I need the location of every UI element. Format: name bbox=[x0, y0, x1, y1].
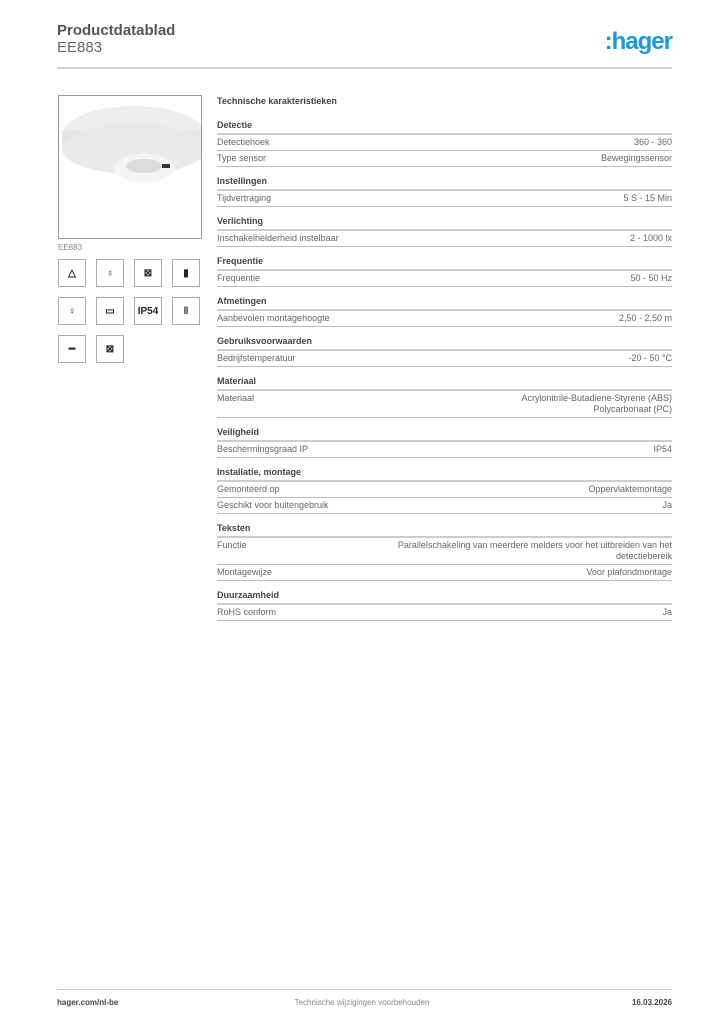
spec-section bbox=[217, 590, 672, 621]
spec-value: 2,50 - 2,50 m bbox=[618, 313, 672, 323]
spec-value: 360 - 360 bbox=[633, 137, 672, 147]
spec-row bbox=[217, 135, 672, 151]
spec-section bbox=[217, 216, 672, 247]
spec-label: RoHS conform bbox=[217, 607, 277, 617]
section-heading: Teksten bbox=[217, 523, 672, 538]
spec-row bbox=[217, 482, 672, 498]
spec-label: Materiaal bbox=[217, 393, 255, 403]
section-heading: Installatie, montage bbox=[217, 467, 672, 482]
application-icons bbox=[58, 259, 200, 363]
spec-value: 2 - 1000 lx bbox=[629, 233, 672, 243]
spec-label: Functie bbox=[217, 540, 247, 550]
halogen-bulb-icon: ♁ bbox=[96, 259, 124, 287]
incandescent-bulb-icon: ♀ bbox=[58, 297, 86, 325]
spec-section bbox=[217, 256, 672, 287]
header-divider bbox=[57, 67, 672, 69]
spec-row bbox=[217, 351, 672, 367]
section-heading: Gebruiksvoorwaarden bbox=[217, 336, 672, 351]
section-heading: Detectie bbox=[217, 120, 672, 135]
spec-row bbox=[217, 538, 672, 565]
spec-value: Parallelschakeling van meerdere melders voor het uitbreiden van het detectiebereik bbox=[397, 540, 672, 561]
section-heading: Veiligheid bbox=[217, 427, 672, 442]
spec-row bbox=[217, 231, 672, 247]
spec-section bbox=[217, 467, 672, 514]
spec-row bbox=[217, 311, 672, 327]
motion-detector-icon: ⊠ bbox=[96, 335, 124, 363]
spec-value: Bewegingssensor bbox=[600, 153, 672, 163]
linear-tube-icon: ━ bbox=[58, 335, 86, 363]
spec-value: 5 S - 15 Min bbox=[623, 193, 672, 203]
page-title: Productdatablad bbox=[57, 22, 176, 39]
spec-value: Oppervlaktemontage bbox=[588, 484, 672, 494]
spec-value: Acrylonitrile-Butadiene-Styrene (ABS) Polycarbonaat (PC) bbox=[521, 393, 672, 414]
spec-label: Bedrijfstemperatuur bbox=[217, 353, 296, 363]
spec-label: Gemonteerd op bbox=[217, 484, 280, 494]
image-caption: EE883 bbox=[58, 243, 83, 252]
spec-label: Montagewijze bbox=[217, 567, 273, 577]
ceiling-lamp-icon: △ bbox=[58, 259, 86, 287]
spec-label: Type sensor bbox=[217, 153, 267, 163]
section-heading: Verlichting bbox=[217, 216, 672, 231]
spec-label: Detectiehoek bbox=[217, 137, 270, 147]
spec-row bbox=[217, 151, 672, 167]
spec-row bbox=[217, 191, 672, 207]
hager-logo: :hager bbox=[604, 28, 672, 55]
spec-section bbox=[217, 376, 672, 418]
product-image bbox=[58, 95, 202, 239]
spec-value: -20 - 50 °C bbox=[628, 353, 672, 363]
spec-section bbox=[217, 296, 672, 327]
spec-label: Tijdvertraging bbox=[217, 193, 272, 203]
spec-label: Frequentie bbox=[217, 273, 261, 283]
cfl-bulb-icon: ▮ bbox=[172, 259, 200, 287]
footer-divider bbox=[57, 989, 672, 990]
footer-website[interactable]: hager.com/nl-be bbox=[57, 998, 119, 1007]
ip54-icon: IP54 bbox=[134, 297, 162, 325]
section-heading: Materiaal bbox=[217, 376, 672, 391]
technical-specs bbox=[217, 96, 672, 630]
section-heading: Instellingen bbox=[217, 176, 672, 191]
fluorescent-tube-icon: ▭ bbox=[96, 297, 124, 325]
spec-section bbox=[217, 176, 672, 207]
led-driver-icon: ⊠ bbox=[134, 259, 162, 287]
spec-row bbox=[217, 605, 672, 621]
spec-value: 50 - 50 Hz bbox=[630, 273, 672, 283]
spec-value: Ja bbox=[662, 500, 672, 510]
specs-title: Technische karakteristieken bbox=[217, 96, 337, 106]
spec-row bbox=[217, 271, 672, 287]
spec-section bbox=[217, 120, 672, 167]
spec-section bbox=[217, 336, 672, 367]
spec-section bbox=[217, 427, 672, 458]
spec-row bbox=[217, 565, 672, 581]
spec-label: Aanbevolen montagehoogte bbox=[217, 313, 330, 323]
spec-value: Voor plafondmontage bbox=[586, 567, 672, 577]
spec-row bbox=[217, 442, 672, 458]
transformer-icon: ‖ bbox=[172, 297, 200, 325]
spec-label: Geschikt voor buitengebruik bbox=[217, 500, 329, 510]
spec-row bbox=[217, 391, 672, 418]
spec-label: Inschakelhelderheid instelbaar bbox=[217, 233, 339, 243]
spec-value: Ja bbox=[662, 607, 672, 617]
spec-value: IP54 bbox=[653, 444, 672, 454]
section-heading: Frequentie bbox=[217, 256, 672, 271]
footer-date: 16.03.2026 bbox=[631, 998, 672, 1007]
spec-section bbox=[217, 523, 672, 581]
product-code: EE883 bbox=[57, 39, 103, 56]
section-heading: Duurzaamheid bbox=[217, 590, 672, 605]
footer-note: Technische wijzigingen voorbehouden bbox=[294, 998, 430, 1007]
spec-label: Beschermingsgraad IP bbox=[217, 444, 309, 454]
section-heading: Afmetingen bbox=[217, 296, 672, 311]
spec-row bbox=[217, 498, 672, 514]
